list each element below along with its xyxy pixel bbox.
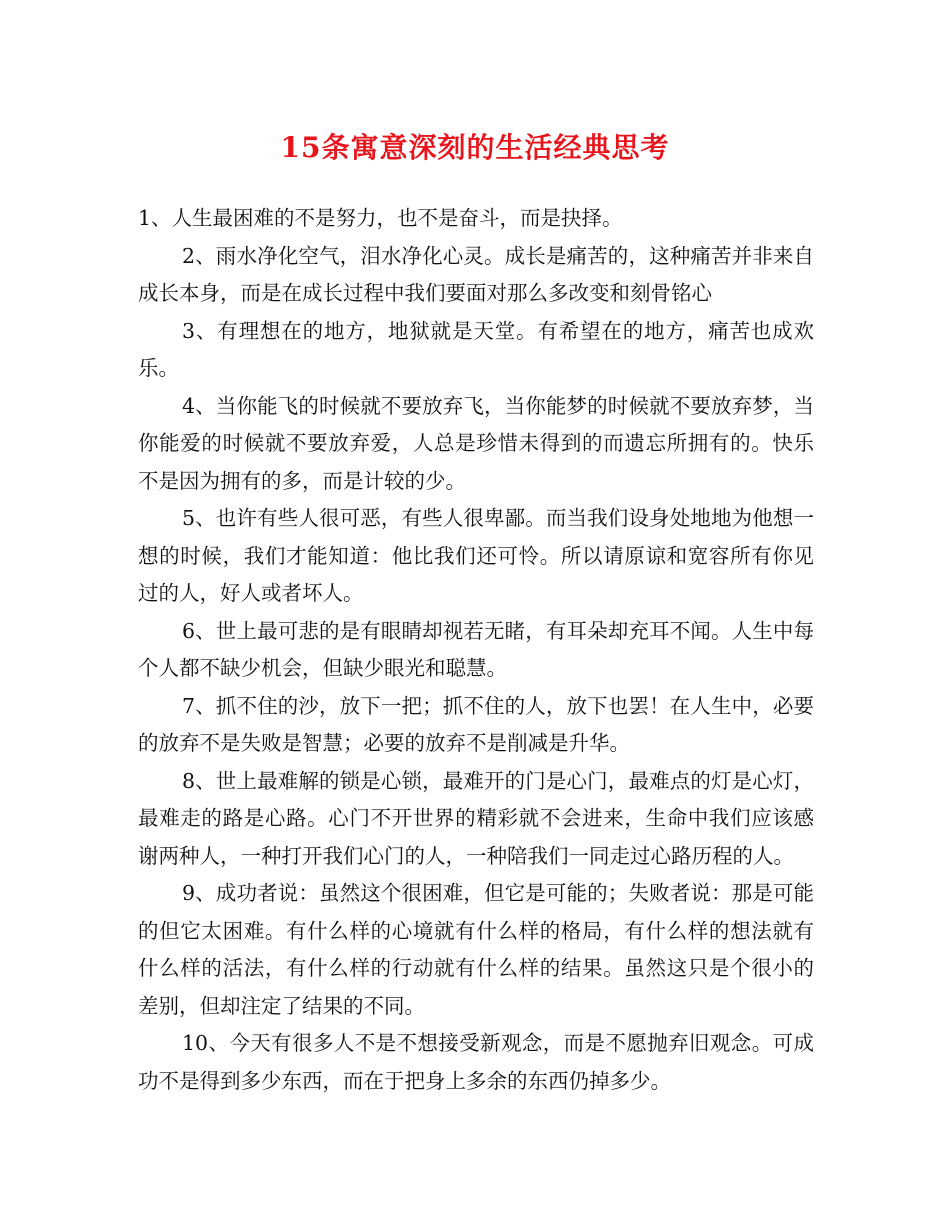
paragraph-4: 4、当你能飞的时候就不要放弃飞，当你能梦的时候就不要放弃梦，当你能爱的时候就不要放弃爱，人总是珍惜未得到的而遗忘所拥有的。快乐不是因为拥有的多，而是计较的少。 xyxy=(138,393,814,493)
paragraph-1: 1、人生最困难的不是努力，也不是奋斗，而是抉择。 xyxy=(138,206,623,230)
paragraph-7: 7、抓不住的沙，放下一把；抓不住的人，放下也罢！在人生中，必要的放弃不是失败是智慧；必要的放弃不是削减是升华。 xyxy=(138,693,814,755)
document-body xyxy=(138,200,814,1100)
paragraph-5: 5、也许有些人很可恶，有些人很卑鄙。而当我们设身处地地为他想一想的时候，我们才能知道：他比我们还可怜。所以请原谅和宽容所有你见过的人，好人或者坏人。 xyxy=(138,506,814,605)
paragraph-6: 6、世上最可悲的是有眼睛却视若无睹，有耳朵却充耳不闻。人生中每个人都不缺少机会，但缺少眼光和聪慧。 xyxy=(138,618,814,680)
paragraph-10: 10、今天有很多人不是不想接受新观念，而是不愿抛弃旧观念。可成功不是得到多少东西，而在于把身上多余的东西仍掉多少。 xyxy=(138,1031,814,1093)
paragraph-2: 2、雨水净化空气，泪水净化心灵。成长是痛苦的，这种痛苦并非来自成长本身，而是在成长过程中我们要面对那么多改变和刻骨铭心 xyxy=(138,243,814,305)
paragraph-9: 9、成功者说：虽然这个很困难，但它是可能的；失败者说：那是可能的但它太困难。有什么样的心境就有什么样的格局，有什么样的想法就有什么样的活法，有什么样的行动就有什么样的结果。虽然这只是个很小的差别，但却注定了结果的不同。 xyxy=(138,881,814,1018)
paragraph-3: 3、有理想在的地方，地狱就是天堂。有希望在的地方，痛苦也成欢乐。 xyxy=(138,318,814,380)
paragraph-8: 8、世上最难解的锁是心锁，最难开的门是心门，最难点的灯是心灯，最难走的路是心路。心门不开世界的精彩就不会进来，生命中我们应该感谢两种人，一种打开我们心门的人，一种陪我们一同走过心路历程的人。 xyxy=(138,768,814,868)
document-title: 15条寓意深刻的生活经典思考 xyxy=(280,131,670,164)
